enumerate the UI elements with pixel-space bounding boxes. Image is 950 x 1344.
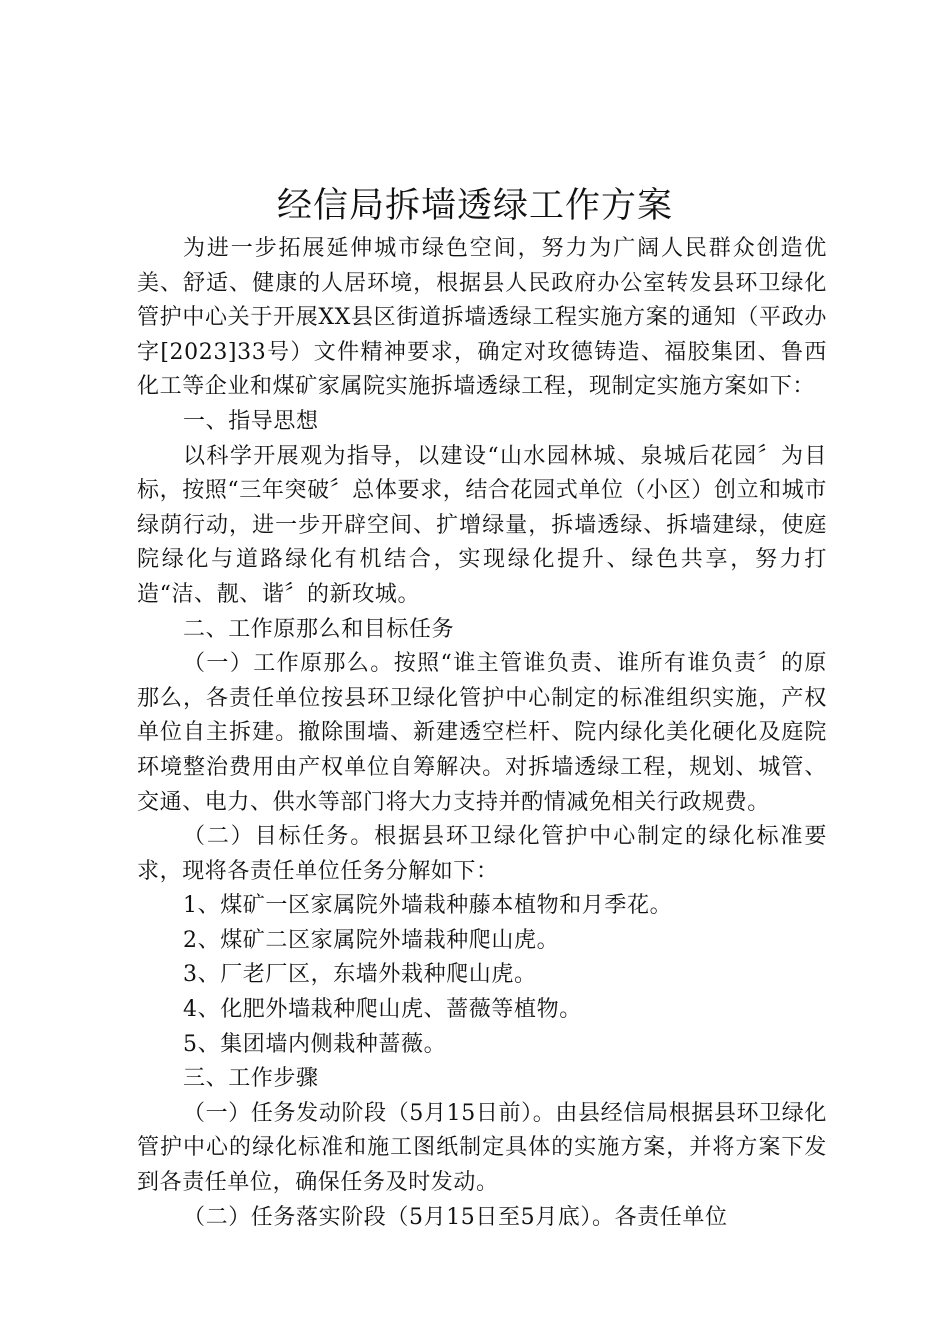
step-mobilization-paragraph: （一）任务发动阶段（5月15日前）。由县经信局根据县环卫绿化管护中心的绿化标准和施工图纸制定具体的实施方案，并将方案下发到各责任单位，确保任务及时发动。 xyxy=(137,1100,827,1196)
document-body xyxy=(137,232,827,1235)
section-heading-work-steps: 三、工作步骤 xyxy=(183,1066,319,1092)
step-implementation-paragraph: （二）任务落实阶段（5月15日至5月底）。各责任单位 xyxy=(183,1204,728,1230)
section-heading-guiding-ideology: 一、指导思想 xyxy=(183,408,319,434)
principles-paragraph: （一）工作原那么。按照“谁主管谁负责、谁所有谁负责〞的原那么，各责任单位按县环卫绿化管护中心制定的标准组织实施，产权单位自主拆建。撤除围墙、新建透空栏杆、院内绿化美化硬化及庭院环境整治费用由产权单位自筹解决。对拆墙透绿工程，规划、城管、交通、电力、供水等部门将大力支持并酌情减免相关行政规费。 xyxy=(137,651,827,815)
task-item: 2、煤矿二区家属院外墙栽种爬山虎。 xyxy=(183,927,560,953)
task-item: 5、集团墙内侧栽种蔷薇。 xyxy=(183,1031,447,1057)
intro-paragraph: 为进一步拓展延伸城市绿色空间，努力为广阔人民群众创造优美、舒适、健康的人居环境，根据县人民政府办公室转发县环卫绿化管护中心关于开展XX县区街道拆墙透绿工程实施方案的通知（平政办字[2023]33号）文件精神要求，确定对玫德铸造、福胶集团、鲁西化工等企业和煤矿家属院实施拆墙透绿工程，现制定实施方案如下： xyxy=(137,236,827,400)
guiding-ideology-paragraph: 以科学开展观为指导，以建设“山水园林城、泉城后花园〞为目标，按照“三年突破〞总体要求，结合花园式单位（小区）创立和城市绿荫行动，进一步开辟空间、扩增绿量，拆墙透绿、拆墙建绿，使庭院绿化与道路绿化有机结合，实现绿化提升、绿色共享，努力打造“洁、靓、谐〞的新玫城。 xyxy=(137,443,827,607)
task-item: 1、煤矿一区家属院外墙栽种藤本植物和月季花。 xyxy=(183,893,673,919)
document-title: 经信局拆墙透绿工作方案 xyxy=(276,186,673,226)
task-item: 3、厂老厂区，东墙外栽种爬山虎。 xyxy=(183,962,537,988)
task-item: 4、化肥外墙栽种爬山虎、蔷薇等植物。 xyxy=(183,997,582,1023)
goals-paragraph: （二）目标任务。根据县环卫绿化管护中心制定的绿化标准要求，现将各责任单位任务分解如下： xyxy=(137,824,827,884)
section-heading-principles-goals: 二、工作原那么和目标任务 xyxy=(183,616,455,642)
